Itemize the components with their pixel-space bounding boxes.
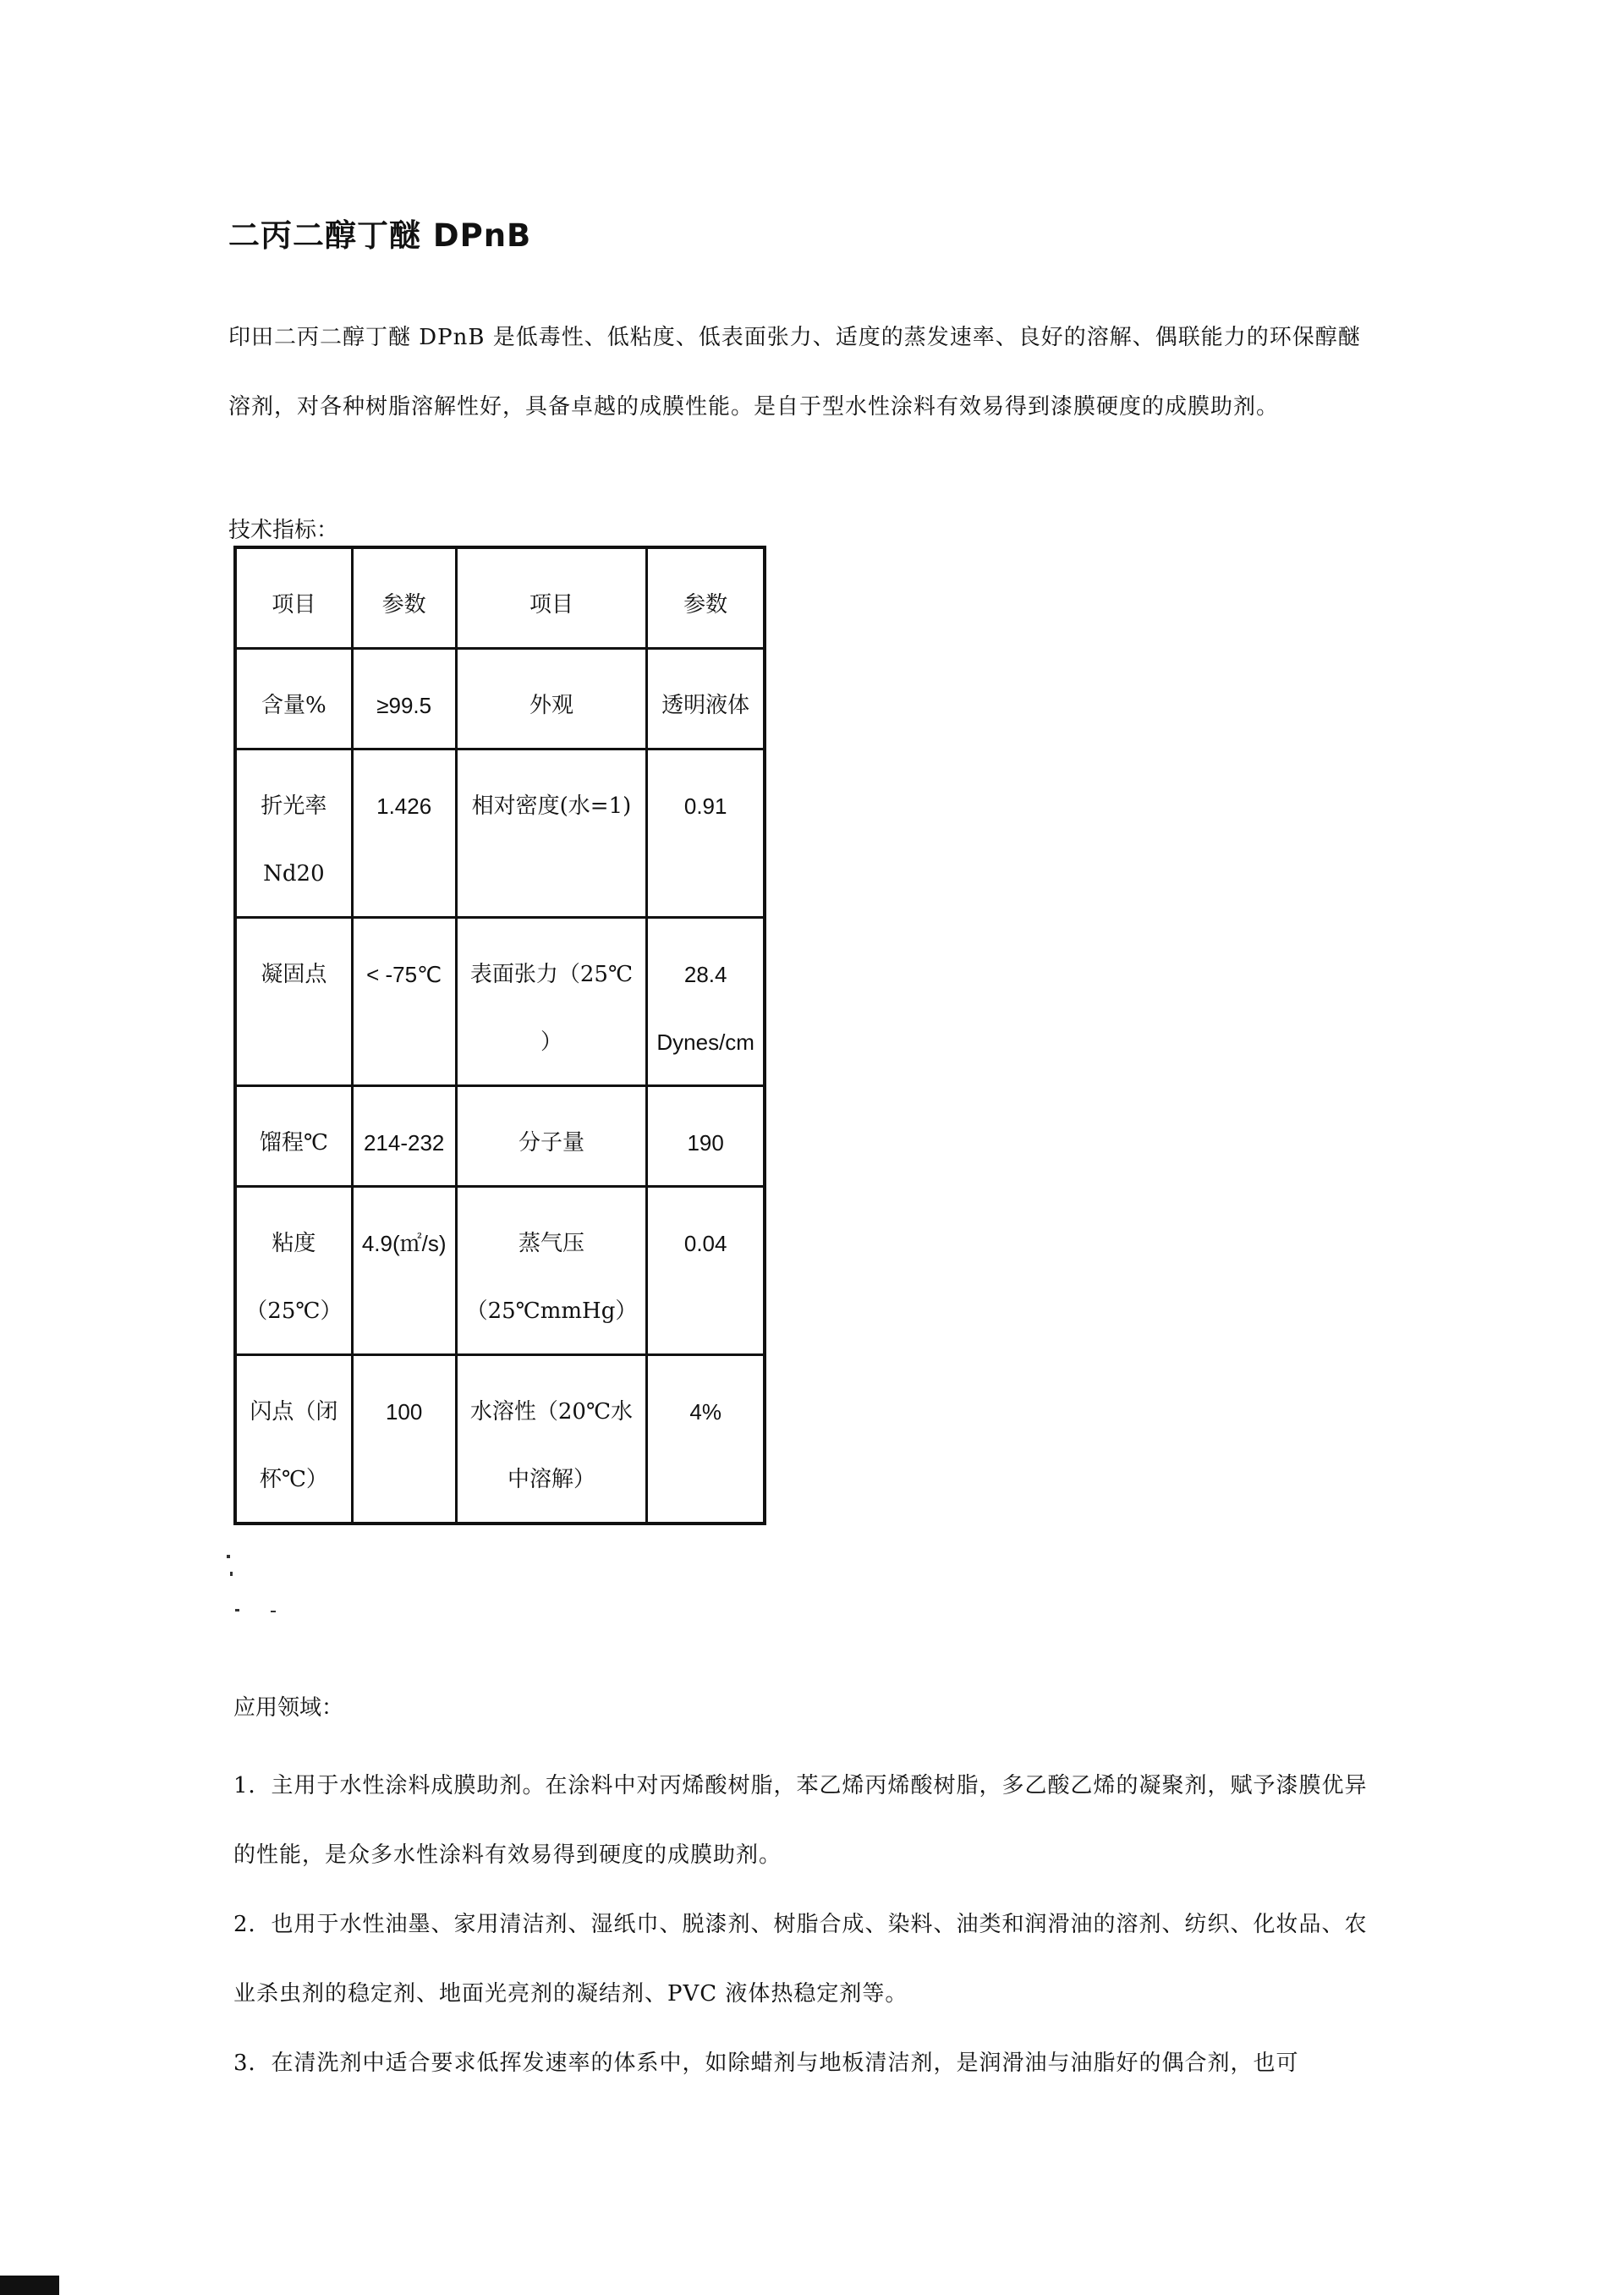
table-row	[235, 649, 765, 749]
table-header-row	[235, 547, 765, 649]
table-cell: 28.4 Dynes/cm	[647, 918, 765, 1086]
scan-edge-mark	[0, 2276, 59, 2295]
table-cell: 1.426	[352, 749, 456, 918]
list-item: 2．也用于水性油墨、家用清洁剂、湿纸巾、脱漆剂、树脂合成、染料、油类和润滑油的溶剂、纺织、化妆品、农业杀虫剂的稳定剂、地面光亮剂的凝结剂、PVC 液体热稳定剂等。	[233, 1912, 1368, 2007]
table-cell: ≥99.5	[352, 649, 456, 749]
scan-speck	[230, 1572, 233, 1576]
table-cell: 闪点（闭杯℃）	[235, 1355, 352, 1524]
table-cell: 透明液体	[647, 649, 765, 749]
scan-speck	[235, 1609, 239, 1611]
table-cell: 4%	[647, 1355, 765, 1524]
table-cell: 外观	[456, 649, 647, 749]
table-row	[235, 918, 765, 1086]
document-title: 二丙二醇丁醚 DPnB	[228, 217, 532, 254]
table-cell: 馏程℃	[235, 1086, 352, 1187]
table-cell: 表面张力（25℃ ）	[456, 918, 647, 1086]
list-item: 3．在清洗剂中适合要求低挥发速率的体系中，如除蜡剂与地板清洁剂，是润滑油与油脂好的偶合剂，也可	[233, 2051, 1299, 2076]
table-row	[235, 1086, 765, 1187]
table-cell: 蒸气压（25℃mmHg）	[456, 1187, 647, 1355]
table-cell: 折光率 Nd20	[235, 749, 352, 918]
tech-spec-label: 技术指标：	[228, 518, 339, 543]
table-row	[235, 749, 765, 918]
spec-table	[233, 546, 766, 1525]
table-cell: 含量%	[235, 649, 352, 749]
intro-paragraph: 印田二丙二醇丁醚 DPnB 是低毒性、低粘度、低表面张力、适度的蒸发速率、良好的溶解、偶联能力的环保醇醚溶剂，对各种树脂溶解性好，具备卓越的成膜性能。是自于型水性涂料有效易得到漆膜硬度的成膜助剂。	[228, 325, 1361, 420]
list-item: 1．主用于水性涂料成膜助剂。在涂料中对丙烯酸树脂，苯乙烯丙烯酸树脂，多乙酸乙烯的凝聚剂，赋予漆膜优异的性能，是众多水性涂料有效易得到硬度的成膜助剂。	[233, 1773, 1368, 1868]
table-row	[235, 1355, 765, 1524]
header-cell: 参数	[647, 547, 765, 649]
applications-list	[233, 1751, 1375, 2098]
table-cell: 凝固点	[235, 918, 352, 1086]
table-cell: 相对密度(水=1)	[456, 749, 647, 918]
table-cell: 190	[647, 1086, 765, 1187]
table-cell: 0.04	[647, 1187, 765, 1355]
applications-label: 应用领域：	[233, 1695, 344, 1721]
table-cell: 分子量	[456, 1086, 647, 1187]
table-cell: 214-232	[352, 1086, 456, 1187]
table-cell: 0.91	[647, 749, 765, 918]
table-cell: 100	[352, 1355, 456, 1524]
scan-speck	[227, 1555, 230, 1558]
table-row	[235, 1187, 765, 1355]
scan-speck	[271, 1611, 276, 1612]
header-cell: 项目	[235, 547, 352, 649]
table-cell: 水溶性（20℃水中溶解）	[456, 1355, 647, 1524]
header-cell: 参数	[352, 547, 456, 649]
table-cell: 粘度（25℃）	[235, 1187, 352, 1355]
header-cell: 项目	[456, 547, 647, 649]
table-cell: 4.9(㎡/s)	[352, 1187, 456, 1355]
table-cell: < -75℃	[352, 918, 456, 1086]
